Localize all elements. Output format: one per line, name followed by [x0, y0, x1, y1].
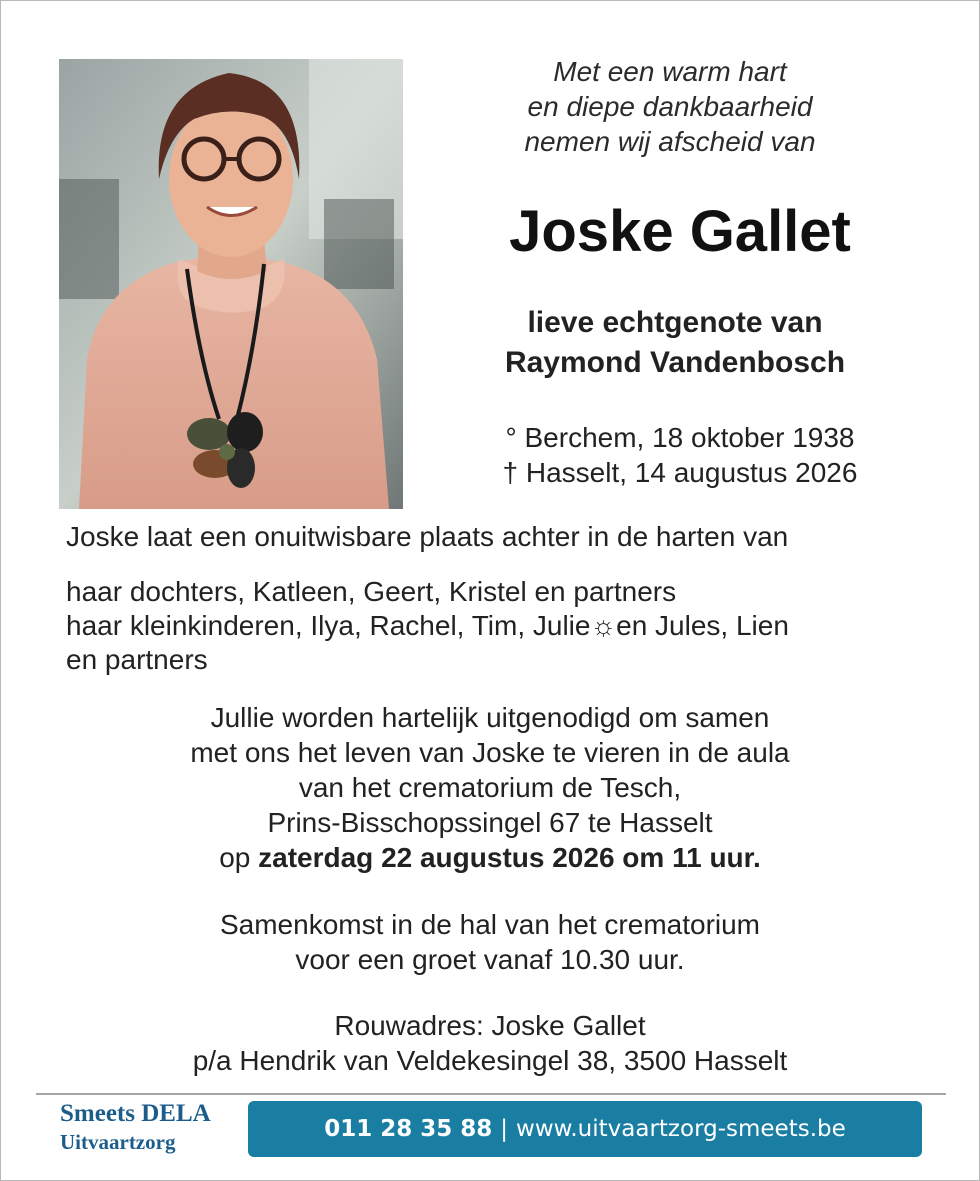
- gathering-paragraph: [60, 907, 920, 977]
- intro-text: [440, 54, 900, 159]
- invitation-date: zaterdag 22 augustus 2026 om 11 uur.: [258, 842, 761, 873]
- life-dates: [440, 420, 920, 490]
- intro-line-1: Met een warm hart: [553, 56, 787, 87]
- phone-number[interactable]: 011 28 35 88: [324, 1116, 493, 1142]
- address-line-2: p/a Hendrik van Veldekesingel 38, 3500 Hasselt: [192, 1045, 788, 1076]
- family-paragraph: [66, 575, 926, 677]
- gathering-line-2: voor een groet vanaf 10.30 uur.: [295, 944, 685, 975]
- birth-date: ° Berchem, 18 oktober 1938: [505, 422, 855, 453]
- family-line-1: haar dochters, Katleen, Geert, Kristel en partners: [66, 576, 677, 607]
- spouse-line-2: Raymond Vandenbosch: [504, 346, 846, 379]
- invitation-line-2: met ons het leven van Joske te vieren in de aula: [190, 737, 790, 768]
- intro-paragraph: Joske laat een onuitwisbare plaats achter in de harten van: [66, 521, 789, 552]
- spouse-line-1: lieve echtgenote van: [527, 306, 823, 339]
- spouse-text: [420, 303, 930, 383]
- invitation-date-prefix: op: [219, 842, 259, 873]
- logo-line-1: Smeets DELA: [60, 1100, 211, 1127]
- logo-line-2: Uitvaartzorg: [60, 1130, 176, 1154]
- deceased-name: Joske Gallet: [509, 199, 851, 264]
- family-line-3: en partners: [66, 644, 208, 675]
- invitation-line-4: Prins-Bisschopssingel 67 te Hasselt: [267, 807, 713, 838]
- footer-divider: [36, 1093, 946, 1095]
- website-link[interactable]: www.uitvaartzorg-smeets.be: [516, 1116, 846, 1142]
- address-paragraph: [60, 1008, 920, 1078]
- intro-line-2: en diepe dankbaarheid: [527, 91, 813, 122]
- company-logo: [60, 1099, 250, 1155]
- address-line-1: Rouwadres: Joske Gallet: [334, 1010, 646, 1041]
- invitation-paragraph: [60, 700, 920, 875]
- family-line-2: haar kleinkinderen, Ilya, Rachel, Tim, Julie☼en Jules, Lien: [66, 610, 789, 641]
- intro-line-3: nemen wij afscheid van: [524, 126, 816, 157]
- contact-separator: |: [500, 1116, 509, 1142]
- gathering-line-1: Samenkomst in de hal van het crematorium: [219, 909, 761, 940]
- contact-bar: [248, 1101, 922, 1157]
- portrait-photo: [59, 59, 403, 509]
- invitation-line-1: Jullie worden hartelijk uitgenodigd om samen: [210, 702, 770, 733]
- invitation-line-3: van het crematorium de Tesch,: [298, 772, 682, 803]
- invitation-line-5: [60, 840, 920, 875]
- death-date: † Hasselt, 14 augustus 2026: [502, 457, 858, 488]
